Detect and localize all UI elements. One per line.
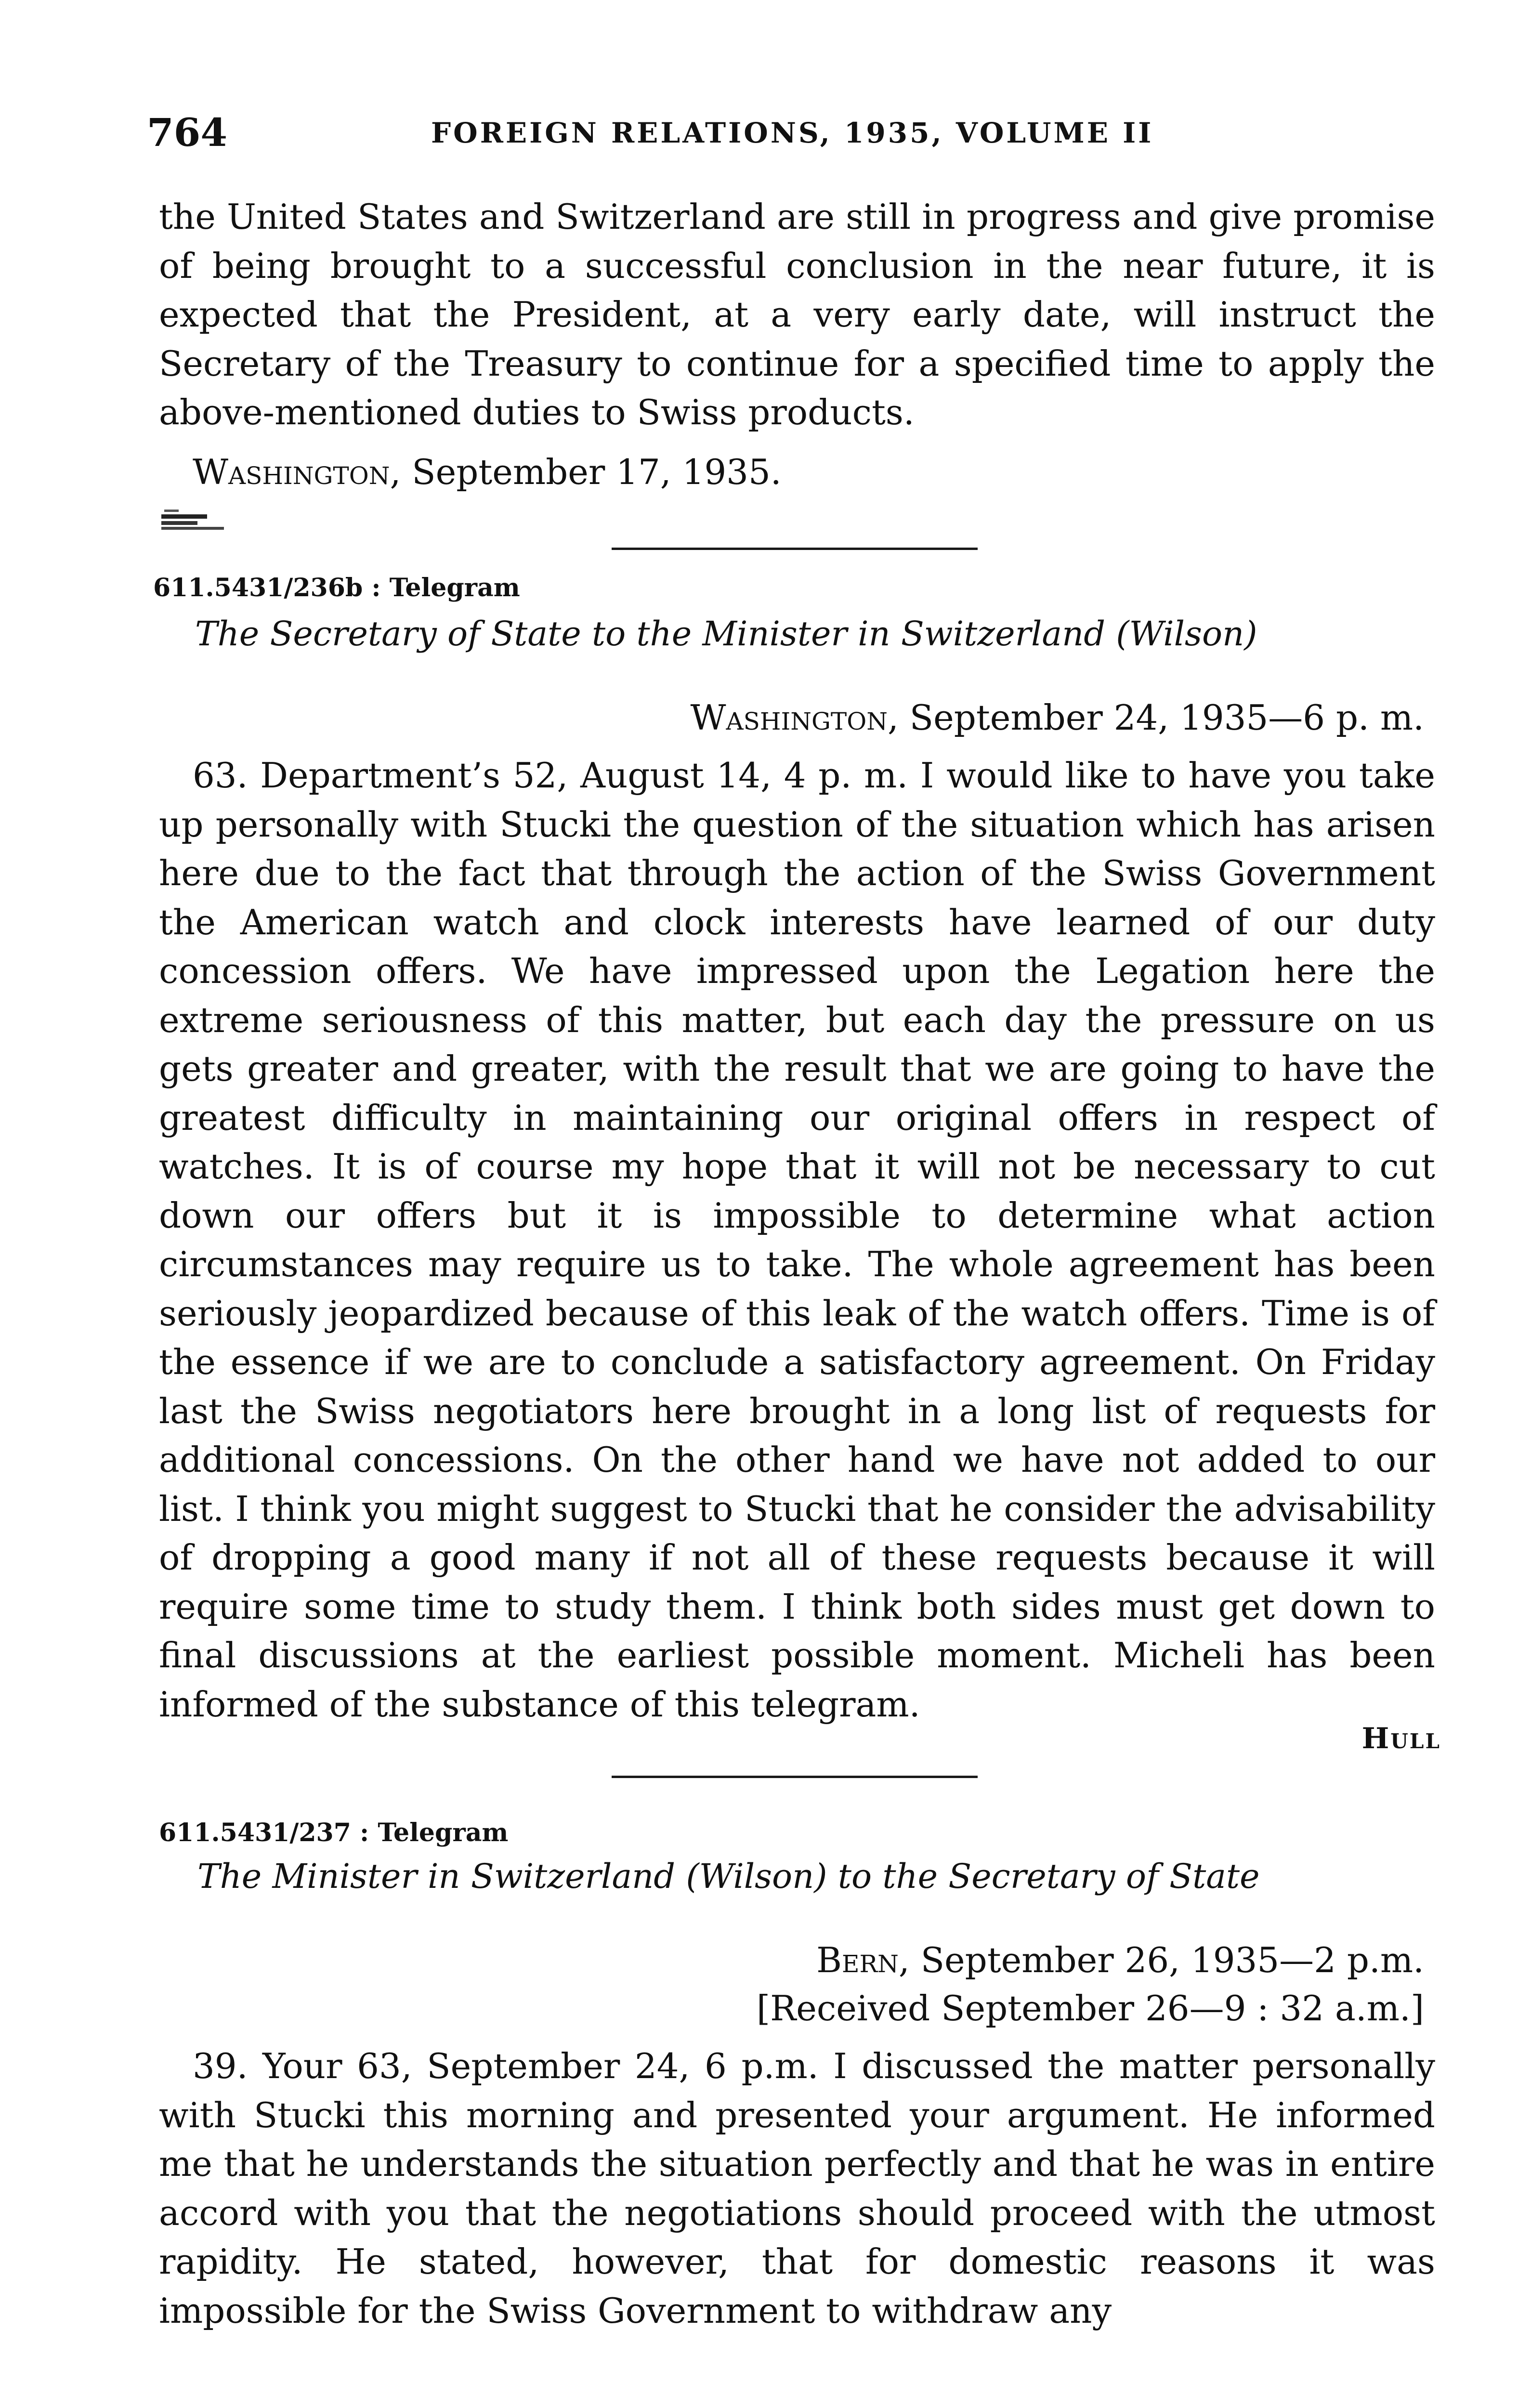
doc-body xyxy=(159,2042,1435,2335)
doc-body-text: 63. Department’s 52, August 14, 4 p. m. I would like to have you take up personally with Stucki the question of the situation which has arisen here due to the fact that through the action of the Swiss Government the American watch and clock interests have learned of our duty concession offers. We have impressed upon the Legation here the extreme seriousness of this matter, but each day the pressure on us gets greater and greater, with the result that we are going to have the greatest difficulty in maintaining our original offers in respect of watches. It is of course my hope that it will not be necessary to cut down our offers but it is impossible to determine what action circumstances may require us to take. The whole agreement has been seriously jeopardized because of this leak of the watch offers. Time is of the essence if we are to conclude a satisfactory agreement. On Friday last the Swiss negotiators here brought in a long list of requests for additional concessions. On the other hand we have not added to our list. I think you might suggest to Stucki that he consider the advisability of dropping a good many if not all of these requests because it will require some time to study them. I think both sides must get down to final discussions at the earliest possible moment. Micheli has been informed of the substance of this telegram. xyxy=(159,755,1435,1725)
doc-dateline xyxy=(757,1936,1424,2032)
page-header xyxy=(147,110,1433,168)
continuation-paragraph xyxy=(159,193,1435,437)
dateline-place: Washington xyxy=(690,697,888,738)
dateline-place: Bern xyxy=(816,1940,899,1980)
doc-title: The Minister in Switzerland (Wilson) to the Secretary of State xyxy=(197,1857,1260,1896)
continuation-dateline xyxy=(193,448,782,496)
doc-dateline xyxy=(691,694,1424,742)
section-divider xyxy=(612,1776,978,1778)
doc-body xyxy=(159,751,1435,1729)
doc-reference: 611.5431/236b : Telegram xyxy=(153,573,520,602)
dateline-date: , September 17, 1935. xyxy=(390,452,782,492)
dateline-sent xyxy=(757,1936,1424,1984)
dateline-datetime: , September 24, 1935—6 p. m. xyxy=(888,697,1424,738)
section-divider xyxy=(612,548,978,550)
page-number: 764 xyxy=(147,110,227,155)
ink-smudge-mark xyxy=(161,501,234,535)
received-note: [Received September 26—9 : 32 a.m.] xyxy=(757,1988,1424,2028)
doc-title: The Secretary of State to the Minister in Switzerland (Wilson) xyxy=(195,614,1257,654)
dateline-place: Washington xyxy=(193,452,390,492)
continuation-text: the United States and Switzerland are still in progress and give promise of being brought to a successful conclusion in the near future, it is expected that the President, at a very early date, will instruct the Secretary of the Treasury to continue for a specified time to apply the above-mentioned duties to Swiss products. xyxy=(159,196,1435,432)
doc-reference: 611.5431/237 : Telegram xyxy=(159,1818,509,1847)
dateline-datetime: , September 26, 1935—2 p.m. xyxy=(898,1940,1424,1980)
doc-body-text: 39. Your 63, September 24, 6 p.m. I discussed the matter personally with Stucki this morning and presented your argument. He informed me that he understands the situation perfectly and that he was in entire accord with you that the negotiations should proceed with the utmost rapidity. He stated, however, that for domestic reasons it was impossible for the Swiss Government to withdraw any xyxy=(159,2046,1435,2331)
running-head: FOREIGN RELATIONS, 1935, VOLUME II xyxy=(431,117,1154,149)
signature: Hull xyxy=(1361,1722,1441,1755)
